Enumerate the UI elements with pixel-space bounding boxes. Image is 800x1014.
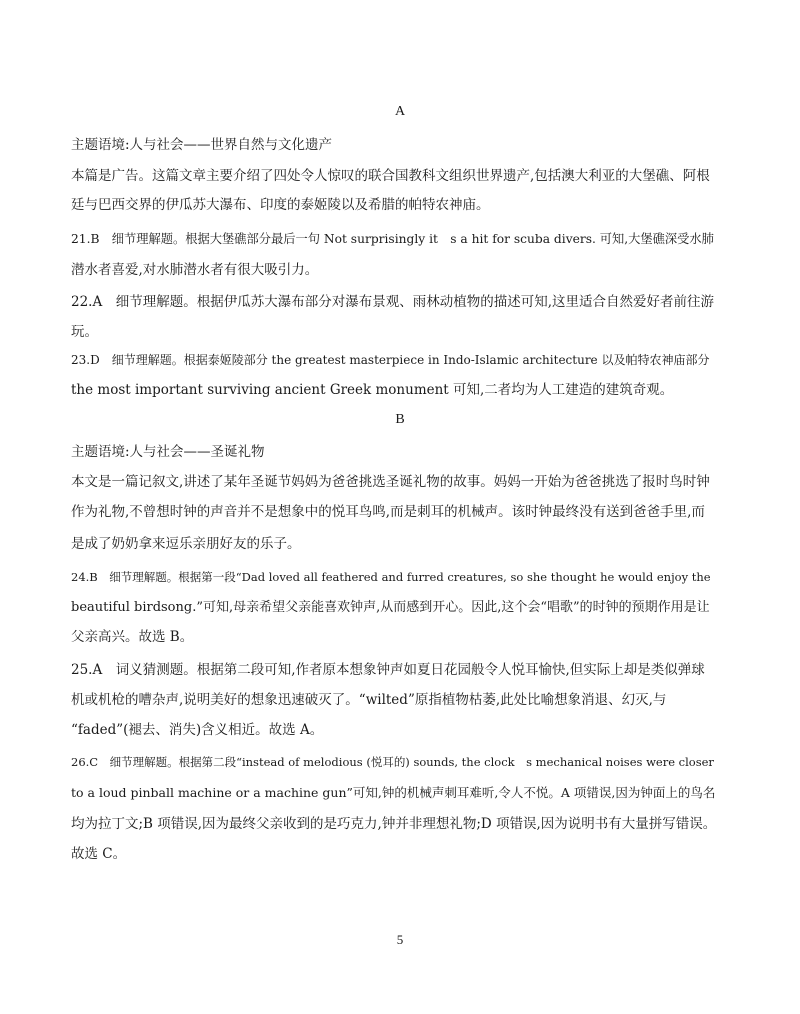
answer-24-line-2: beautiful birdsong.”可知,母亲希望父亲能喜欢钟声,从而感到开心。因此,这个会“唱歌”的时钟的预期作用是让 bbox=[71, 600, 710, 615]
answer-23-line-1: 23.D 细节理解题。根据泰姬陵部分 the greatest masterpiece in Indo-Islamic architecture 以及帕特农神庙部分 bbox=[71, 353, 710, 367]
section-a-theme: 主题语境:人与社会——世界自然与文化遗产 bbox=[71, 137, 333, 153]
section-b-heading: B bbox=[395, 412, 405, 427]
answer-25-line-3: “faded”(褪去、消失)含义相近。故选 A。 bbox=[71, 722, 324, 738]
answer-24-line-3: 父亲高兴。故选 B。 bbox=[71, 629, 194, 645]
answer-26-line-3: 均为拉丁文;B 项错误,因为最终父亲收到的是巧克力,钟并非理想礼物;D 项错误,因为说明书有大量拼写错误。 bbox=[71, 816, 717, 832]
answer-25-line-2: 机或机枪的嘈杂声,说明美好的想象迅速破灭了。“wilted”原指植物枯萎,此处比喻想象消退、幻灭,与 bbox=[71, 692, 667, 708]
answer-21-line-2: 潜水者喜爱,对水肺潜水者有很大吸引力。 bbox=[71, 262, 319, 278]
answer-21-line-1: 21.B 细节理解题。根据大堡礁部分最后一句 Not surprisingly it s a hit for scuba divers. 可知,大堡礁深受水肺 bbox=[71, 232, 714, 246]
answer-26-line-2: to a loud pinball machine or a machine gun”可知,钟的机械声刺耳难听,令人不悦。A 项错误,因为钟面上的鸟名 bbox=[71, 785, 716, 800]
answer-26-line-4: 故选 C。 bbox=[71, 846, 127, 862]
section-b-theme: 主题语境:人与社会——圣诞礼物 bbox=[71, 444, 265, 460]
answer-26-line-1: 26.C 细节理解题。根据第二段“instead of melodious (悦耳的) sounds, the clock s mechanical noises were closer bbox=[71, 755, 714, 769]
section-b-intro-line-3: 是成了奶奶拿来逗乐亲朋好友的乐子。 bbox=[71, 536, 301, 552]
page-number: 5 bbox=[396, 932, 404, 947]
answer-25-line-1: 25.A 词义猜测题。根据第二段可知,作者原本想象钟声如夏日花园般令人悦耳愉快,但实际上却是类似弹球 bbox=[71, 662, 705, 678]
answer-22-line-1: 22.A 细节理解题。根据伊瓜苏大瀑布部分对瀑布景观、雨林动植物的描述可知,这里适合自然爱好者前往游 bbox=[71, 294, 715, 310]
section-a-heading: A bbox=[394, 104, 406, 119]
section-b-intro-line-2: 作为礼物,不曾想时钟的声音并不是想象中的悦耳鸟鸣,而是刺耳的机械声。该时钟最终没有送到爸爸手里,而 bbox=[71, 504, 705, 520]
section-b-intro-line-1: 本文是一篇记叙文,讲述了某年圣诞节妈妈为爸爸挑选圣诞礼物的故事。妈妈一开始为爸爸挑选了报时鸟时钟 bbox=[71, 474, 710, 490]
answer-23-line-2: the most important surviving ancient Greek monument 可知,二者均为人工建造的建筑奇观。 bbox=[71, 382, 674, 398]
answer-22-line-2: 玩。 bbox=[71, 324, 98, 340]
answer-24-line-1: 24.B 细节理解题。根据第一段“Dad loved all feathered and furred creatures, so she thought he would enjoy the bbox=[71, 570, 711, 584]
section-a-intro-line-2: 廷与巴西交界的伊瓜苏大瀑布、印度的泰姬陵以及希腊的帕特农神庙。 bbox=[71, 197, 490, 213]
section-a-intro-line-1: 本篇是广告。这篇文章主要介绍了四处令人惊叹的联合国教科文组织世界遗产,包括澳大利亚的大堡礁、阿根 bbox=[71, 168, 710, 184]
